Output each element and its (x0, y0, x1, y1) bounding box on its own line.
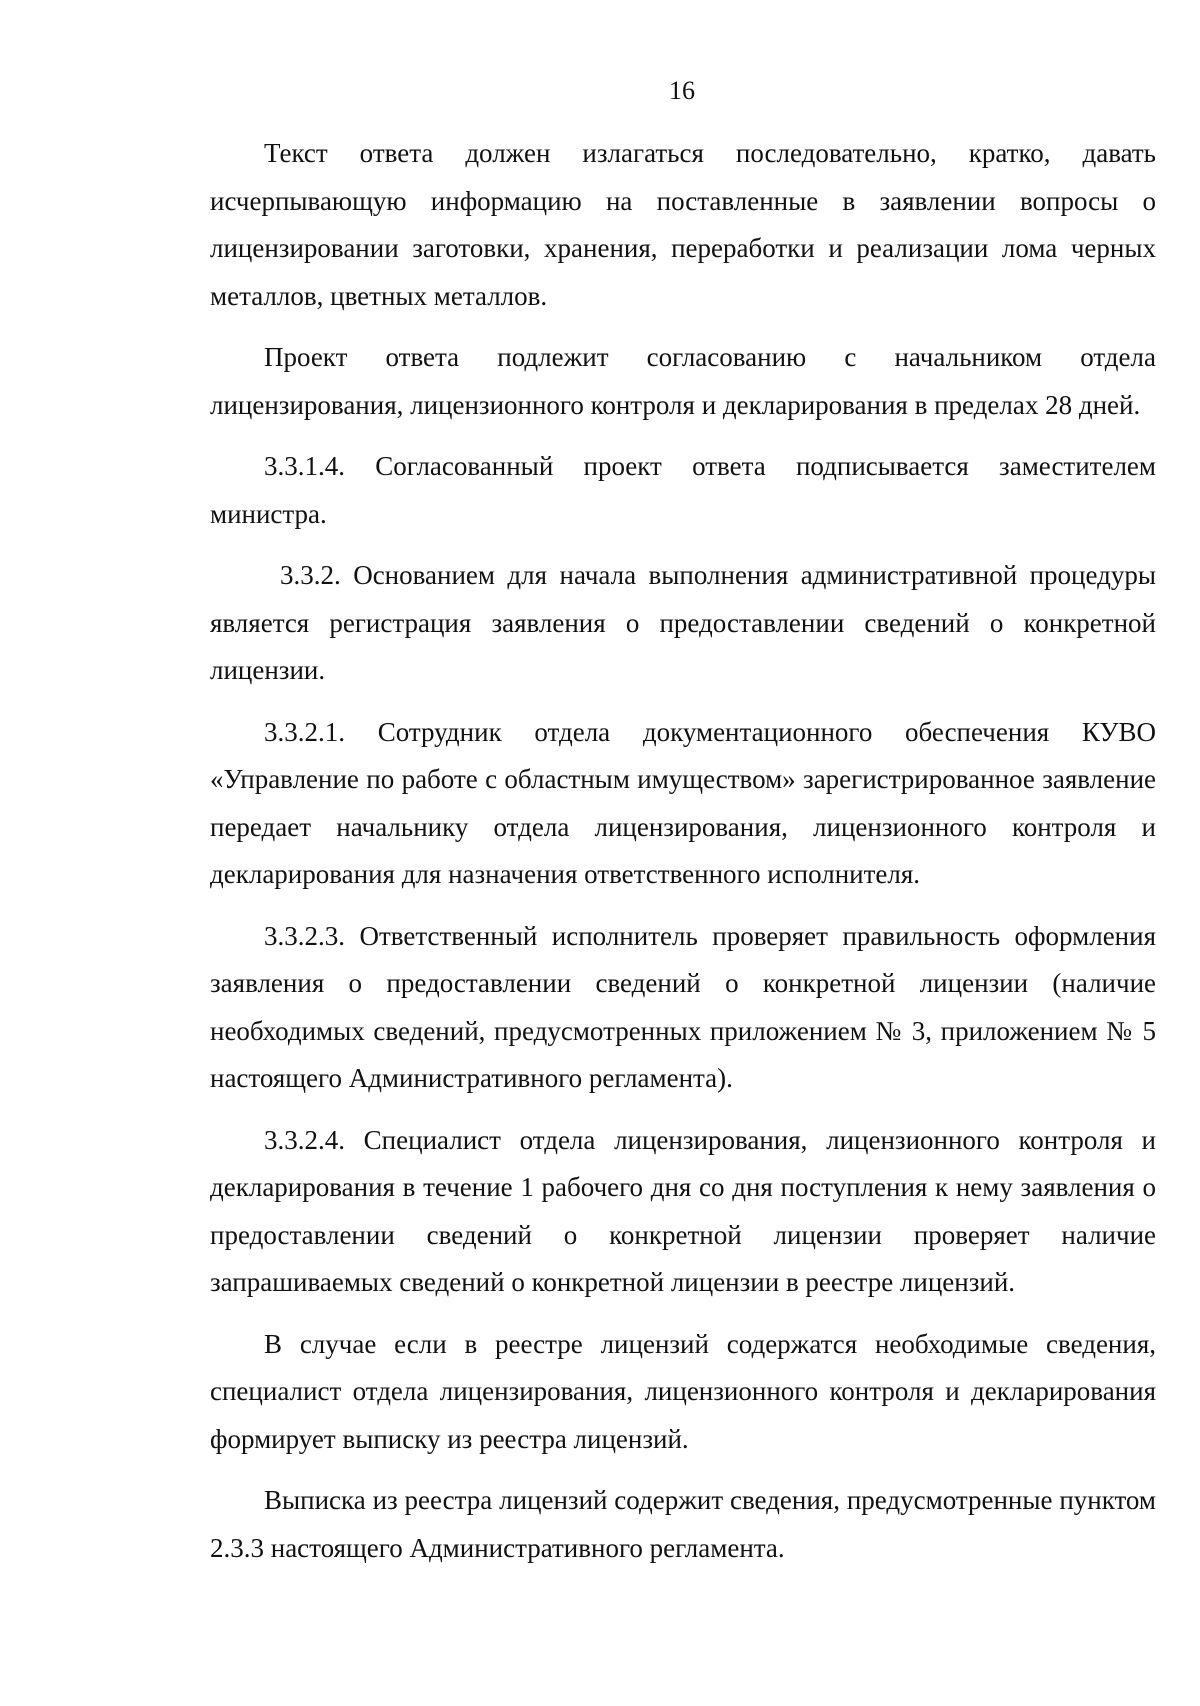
paragraph-3-3-2-4: 3.3.2.4. Специалист отдела лицензирования, лицензионного контроля и декларирования в течение 1 рабочего дня со дня поступления к нему заявления о предоставлении сведений о конкретной лицензии проверяет наличие запрашиваемых сведений о конкретной лицензии в реестре лицензий. (210, 1124, 1156, 1297)
paragraph-3-3-2-3: 3.3.2.3. Ответственный исполнитель проверяет правильность оформления заявления о предоставлении сведений о конкретной лицензии (наличие необходимых сведений, предусмотренных приложением № 3, приложением № 5 настоящего Административного регламента). (210, 920, 1156, 1093)
paragraph-registry-extract-contents: Выписка из реестра лицензий содержит сведения, предусмотренные пунктом 2.3.3 настоящего Административного регламента. (210, 1485, 1156, 1563)
paragraph-answer-text-requirements: Текст ответа должен излагаться последовательно, кратко, давать исчерпывающую информацию на поставленные в заявлении вопросы о лицензировании заготовки, хранения, переработки и реализации лома черных металлов, цветных металлов. (210, 138, 1156, 311)
paragraph-3-3-2-1: 3.3.2.1. Сотрудник отдела документационного обеспечения КУВО «Управление по работе с областным имуществом» зарегистрированное заявление передает начальнику отдела лицензирования, лицензионного контроля и декларирования для назначения ответственного исполнителя. (210, 716, 1156, 889)
paragraph-3-3-1-4: 3.3.1.4. Согласованный проект ответа подписывается заместителем министра. (210, 451, 1156, 529)
paragraph-3-3-2: 3.3.2. Основанием для начала выполнения административной процедуры является регистрация заявления о предоставлении сведений о конкретной лицензии. (210, 560, 1156, 685)
page-number: 16 (669, 76, 695, 105)
paragraph-draft-answer-approval: Проект ответа подлежит согласованию с начальником отдела лицензирования, лицензионного контроля и декларирования в пределах 28 дней. (210, 342, 1156, 420)
document-body (210, 130, 1156, 1586)
paragraph-registry-extract-formation: В случае если в реестре лицензий содержатся необходимые сведения, специалист отдела лицензирования, лицензионного контроля и декларирования формирует выписку из реестра лицензий. (210, 1328, 1156, 1454)
